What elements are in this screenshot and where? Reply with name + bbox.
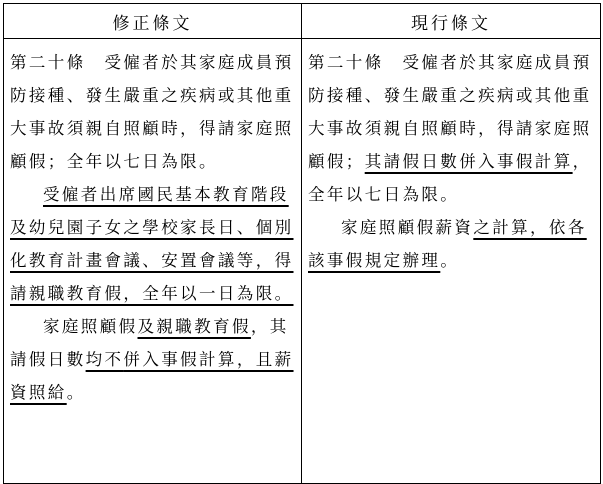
- current-paragraph-2: [308, 211, 596, 277]
- amended-header: 修正條文: [4, 4, 302, 39]
- current-p1-a: 第二十條 受僱者於其家庭成員預防接種、發生嚴重之疾病或其他重大事故須親自照顧時，得請家庭照顧假；: [308, 53, 592, 171]
- amended-paragraph-1: 第二十條 受僱者於其家庭成員預防接種、發生嚴重之疾病或其他重大事故須親自照顧時，得請家庭照顧假；全年以七日為限。: [10, 53, 294, 171]
- amended-p3-d: 均不: [85, 350, 124, 369]
- current-p2-b: 之計算，依各該事假規定辦理: [308, 218, 587, 270]
- current-paragraph-1: [308, 46, 596, 211]
- amended-paragraph-2: 受僱者出席國民基本教育階段及幼兒園子女之學校家長日、個別化教育計畫會議、安置會議等，得請親職教育假，全年以一日為限。: [10, 185, 294, 303]
- current-p2-a: 家庭照顧假薪資: [341, 218, 474, 237]
- amended-p3-c: ，其請假日數: [10, 317, 289, 369]
- amended-p3-e: 併入事假計算，且薪資照給: [10, 350, 294, 402]
- amended-cell: [4, 39, 302, 484]
- current-cell: [302, 39, 601, 484]
- amended-p3-b: 及親職教育假: [137, 317, 251, 336]
- amended-p3-a: 家庭照顧假: [43, 317, 138, 336]
- current-header: 現行條文: [302, 4, 601, 39]
- amended-p3-f: 。: [66, 383, 86, 402]
- current-p1-b: 其請假日數併入事假計算: [364, 152, 573, 171]
- comparison-table: [3, 3, 601, 484]
- current-p2-c: 。: [440, 251, 460, 270]
- amended-paragraph-3: [10, 310, 297, 409]
- current-p1-c: ，全年以七日為限。: [308, 152, 592, 204]
